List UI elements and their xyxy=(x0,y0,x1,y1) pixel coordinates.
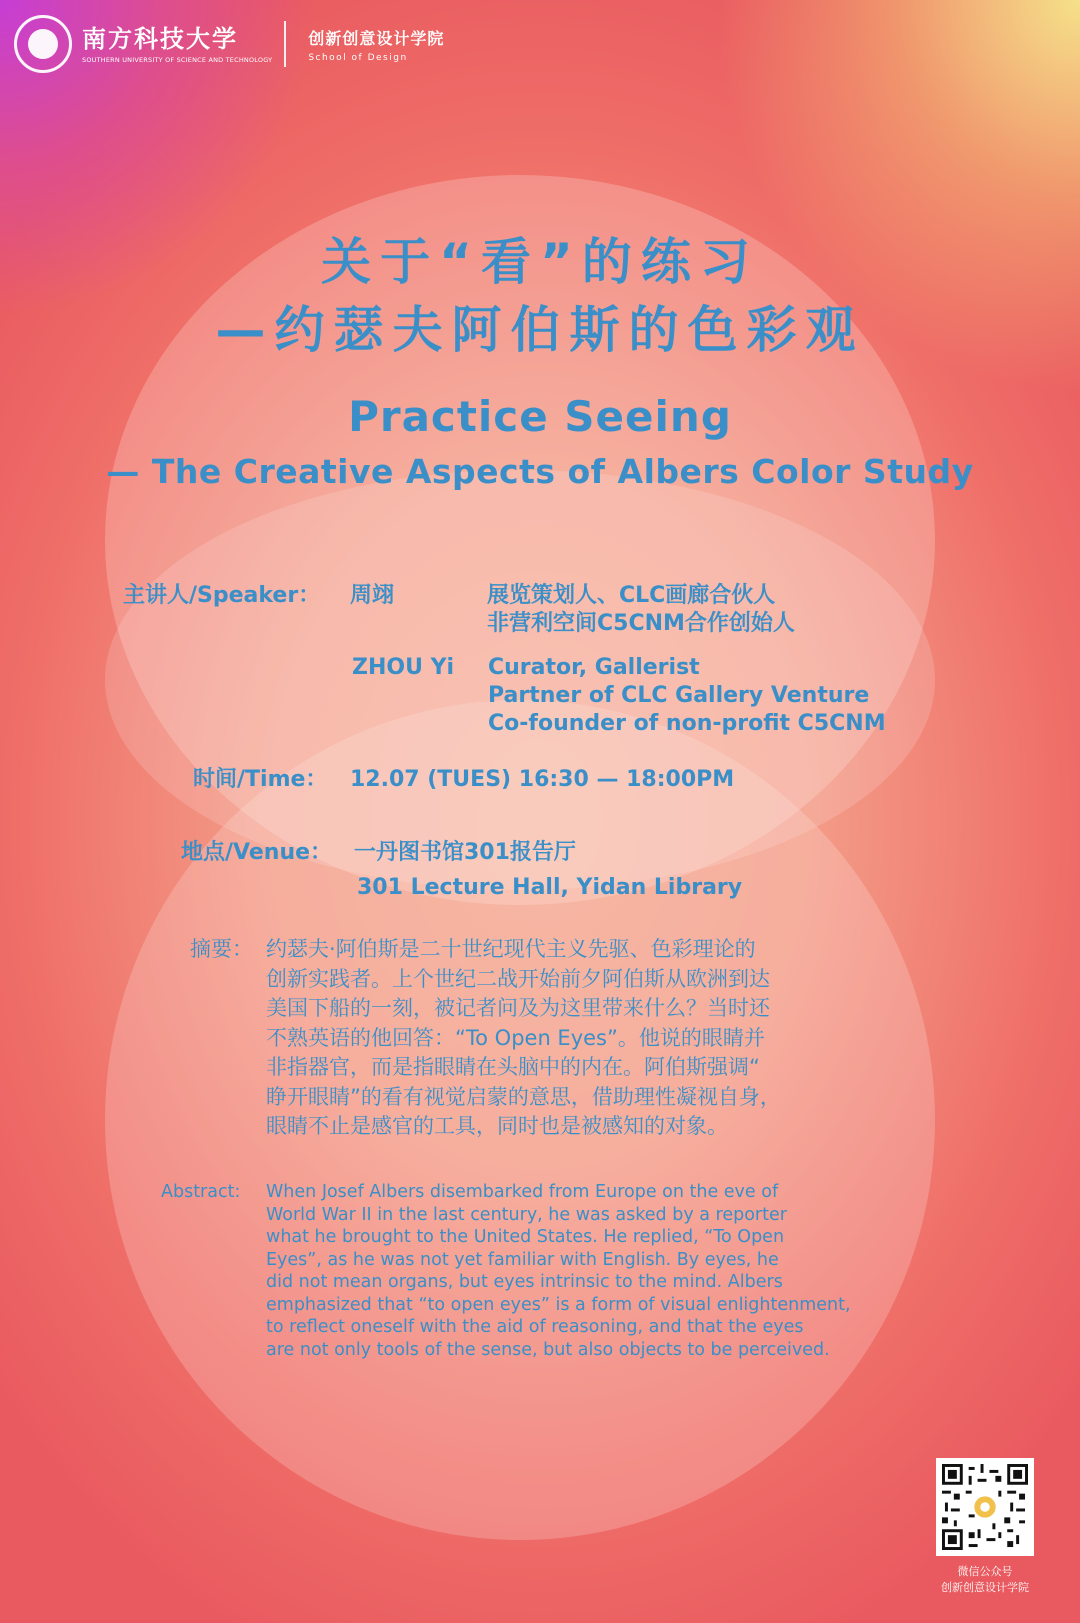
speaker-title-cn-2: 非营利空间C5CNM合作创始人 xyxy=(487,611,795,636)
abstract-en-line: to reflect oneself with the aid of reasoning, and that the eyes xyxy=(266,1317,804,1337)
qr-caption-line1: 微信公众号 xyxy=(957,1565,1013,1578)
abstract-cn-line: 约瑟夫·阿伯斯是二十世纪现代主义先驱、色彩理论的 xyxy=(266,937,756,961)
speaker-title-en-3: Co-founder of non-profit C5CNM xyxy=(488,711,886,736)
university-seal-icon xyxy=(14,15,72,73)
abstract-en-line: what he brought to the United States. He replied, “To Open xyxy=(266,1227,785,1247)
time-label: 时间/Time： xyxy=(193,767,328,792)
speaker-title-en-1: Curator, Gallerist xyxy=(488,655,700,680)
speaker-name-cn: 周翊 xyxy=(350,583,395,608)
qr-code[interactable] xyxy=(936,1458,1034,1556)
abstract-en-body xyxy=(266,1181,851,1361)
speaker-name-en: ZHOU Yi xyxy=(352,655,455,680)
abstract-en-line: are not only tools of the sense, but also objects to be perceived. xyxy=(266,1339,830,1360)
abstract-cn-line: 不熟英语的他回答：“To Open Eyes”。他说的眼睛并 xyxy=(266,1025,765,1050)
time-value: 12.07 (TUES) 16:30 — 18:00PM xyxy=(350,767,735,792)
title-cn-line1: 关于“看”的练习 xyxy=(321,233,759,291)
qr-caption-line2: 创新创意设计学院 xyxy=(941,1581,1029,1594)
venue-label: 地点/Venue： xyxy=(181,840,333,865)
title-en-line2: — The Creative Aspects of Albers Color Study xyxy=(106,452,974,491)
abstract-en-line: emphasized that “to open eyes” is a form of visual enlightenment, xyxy=(266,1294,851,1315)
abstract-cn-label: 摘要： xyxy=(190,937,253,961)
logo-divider xyxy=(284,21,286,67)
abstract-cn-line: 创新实践者。上个世纪二战开始前夕阿伯斯从欧洲到达 xyxy=(266,966,770,991)
title-en-line1: Practice Seeing xyxy=(348,392,732,441)
header-logo xyxy=(14,14,444,74)
speaker-title-en-2: Partner of CLC Gallery Venture xyxy=(488,683,870,708)
abstract-cn-line: 睁开眼睛”的看有视觉启蒙的意思，借助理性凝视自身， xyxy=(266,1084,781,1109)
speaker-title-cn-1: 展览策划人、CLC画廊合伙人 xyxy=(487,583,776,608)
university-name-en: SOUTHERN UNIVERSITY OF SCIENCE AND TECHNOLOGY xyxy=(82,55,273,64)
abstract-en-line: When Josef Albers disembarked from Europe on the eve of xyxy=(266,1182,779,1202)
speaker-label: 主讲人/Speaker： xyxy=(123,583,321,608)
school-name-en: School of Design xyxy=(308,52,408,63)
school-name xyxy=(308,26,444,63)
school-name-cn: 创新创意设计学院 xyxy=(308,28,445,48)
qr-code-icon xyxy=(942,1464,1028,1550)
title-cn-line2: —约瑟夫阿伯斯的色彩观 xyxy=(215,301,865,359)
abstract-en-line: did not mean organs, but eyes intrinsic to the mind. Albers xyxy=(266,1272,783,1292)
abstract-en-label: Abstract: xyxy=(161,1182,241,1202)
venue-value-en: 301 Lecture Hall, Yidan Library xyxy=(357,875,743,900)
abstract-cn-line: 美国下船的一刻，被记者问及为这里带来什么？当时还 xyxy=(266,996,770,1020)
abstract-cn-line: 眼睛不止是感官的工具，同时也是被感知的对象。 xyxy=(266,1114,728,1138)
abstract-en-line: Eyes”, as he was not yet familiar with English. By eyes, he xyxy=(266,1249,779,1270)
university-name xyxy=(82,25,272,64)
abstract-cn-body xyxy=(266,935,781,1142)
university-name-cn: 南方科技大学 xyxy=(82,23,238,53)
abstract-cn-line: 非指器官，而是指眼睛在头脑中的内在。阿伯斯强调“ xyxy=(266,1055,760,1079)
abstract-en-line: World War II in the last century, he was asked by a reporter xyxy=(266,1204,787,1225)
venue-value-cn: 一丹图书馆301报告厅 xyxy=(354,840,576,865)
